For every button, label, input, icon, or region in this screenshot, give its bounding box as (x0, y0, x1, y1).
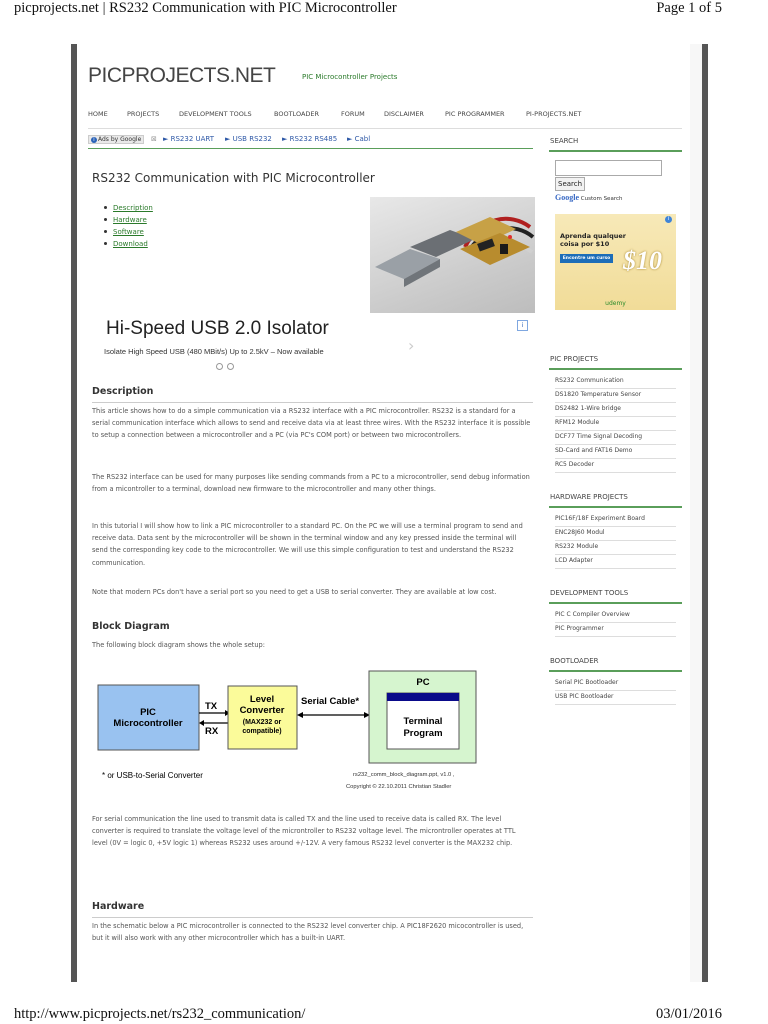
sidebar-link[interactable]: ENC28J60 Modul (555, 527, 676, 541)
block-diagram (92, 665, 533, 795)
toc-download[interactable]: Download (104, 238, 153, 250)
sidebar-link[interactable]: DS1820 Temperature Sensor (555, 389, 676, 403)
print-header-title: picprojects.net | RS232 Communication with PIC Microcontroller (14, 0, 397, 16)
hardware-heading: Hardware (92, 901, 145, 912)
sidebar-link[interactable]: Serial PIC Bootloader (555, 677, 676, 691)
ads-by-google-badge[interactable] (88, 135, 144, 144)
sidebar-divider (549, 602, 682, 604)
page-title: RS232 Communication with PIC Microcontroller (92, 171, 375, 185)
terminal-titlebar (387, 693, 459, 701)
sidebar-link[interactable]: USB PIC Bootloader (555, 691, 676, 705)
print-footer-date: 03/01/2016 (655, 1006, 722, 1022)
ad-carousel-dot[interactable] (227, 363, 234, 370)
ad-info-icon[interactable]: i (665, 216, 672, 223)
ads-divider (88, 148, 533, 149)
ad-link-cabl[interactable]: ► Cabl (347, 135, 371, 143)
tx-label: TX (205, 701, 218, 712)
rs232-module-photo (370, 197, 535, 313)
sidebar-link[interactable]: RS232 Communication (555, 375, 676, 389)
level-label-1: Level (249, 694, 275, 705)
ad-choices-icon[interactable]: ⊠ (151, 135, 157, 143)
print-footer-url: http://www.picprojects.net/rs232_communication/ (14, 1006, 306, 1022)
search-heading: SEARCH (550, 137, 579, 145)
ads-by-google-label: Ads by Google (98, 136, 142, 143)
bootloader-heading: BOOTLOADER (550, 657, 599, 665)
development-tools-heading: DEVELOPMENT TOOLS (550, 589, 629, 597)
ad-link-rs232-uart[interactable]: ► RS232 UART (163, 135, 215, 143)
level-label-4: compatible) (242, 728, 282, 735)
nav-home[interactable]: HOME (88, 110, 108, 118)
block-diagram-intro: The following block diagram shows the whole setup: (92, 641, 265, 649)
sidebar-link[interactable]: DCF77 Time Signal Decoding (555, 431, 676, 445)
nav-divider (88, 128, 682, 129)
description-paragraph-2: The RS232 interface can be used for many purposes like sending commands from a PC to a microcontroller, send debug information from a micontroller to a terminal, download new firmware to the microcontroller and many other things. (92, 473, 530, 494)
ad-info-icon[interactable]: i (517, 320, 528, 331)
ad-link-usb-rs232[interactable]: ► USB RS232 (225, 135, 272, 143)
ads-bar (88, 134, 533, 146)
nav-projects[interactable]: PROJECTS (127, 110, 160, 118)
rx-label: RX (205, 726, 219, 737)
ad-carousel-dot[interactable] (216, 363, 223, 370)
photo-illustration (370, 197, 535, 313)
google-logo: Google (555, 193, 579, 202)
serial-paragraph: For serial communication the line used to transmit data is called TX and the line used to receive data is called RX. The level converter is required to translate the voltage level of the microntroller to RS232 voltage level. The microntroller operates at TTL level (0V = logic 0, +5V logic 1) whereas RS232 uses around +/-12V. A very famous RS232 level converter is the MAX232 chip. (92, 815, 516, 848)
table-of-contents (104, 202, 153, 250)
udemy-ad-title-line-2: coisa por $10 (560, 240, 610, 248)
nav-disclaimer[interactable]: DISCLAIMER (384, 110, 424, 118)
sidebar-link[interactable]: RC5 Decoder (555, 459, 676, 473)
section-divider (92, 917, 533, 918)
diagram-copyright: Copyright © 22.10.2011 Christian Stadler (346, 784, 452, 790)
udemy-price: $10 (623, 246, 662, 275)
sidebar-link[interactable]: PIC16F/18F Experiment Board (555, 513, 676, 527)
toc-software[interactable]: Software (104, 226, 153, 238)
google-custom-search (555, 193, 622, 202)
sidebar-divider (549, 150, 682, 152)
ad-subtitle[interactable]: Isolate High Speed USB (480 MBit/s) Up to 2.5kV – Now available (104, 347, 324, 356)
pic-projects-heading: PIC PROJECTS (550, 355, 599, 363)
diagram-file-note: rs232_comm_block_diagram.ppt, v1.0 , (353, 772, 455, 778)
site-tagline: PIC Microcontroller Projects (302, 73, 398, 81)
pc-label: PC (416, 677, 430, 688)
block-diagram-svg (92, 665, 533, 795)
info-icon: i (91, 137, 97, 143)
description-paragraph-4: Note that modern PCs don't have a serial port so you need to get a USB to serial converter. They are available at low cost. (92, 588, 497, 596)
hardware-projects-heading: HARDWARE PROJECTS (550, 493, 628, 501)
print-page-number: Page 1 of 5 (656, 0, 722, 16)
ad-link-rs232-rs485[interactable]: ► RS232 RS485 (282, 135, 338, 143)
sidebar-link[interactable]: RFM12 Module (555, 417, 676, 431)
toc-description[interactable]: Description (104, 202, 153, 214)
udemy-ad-title-line-1: Aprenda qualquer (560, 232, 627, 240)
sidebar-divider (549, 670, 682, 672)
custom-search-label: Custom Search (580, 196, 623, 202)
description-paragraph-3: In this tutorial I will show how to link a PIC microcontroller to a standard PC. On the PC we will use a terminal program to send and receive data. Data sent by the microcontroller will be shown in the terminal window and any key pressed inside the terminal will send the corresponding key code to the microcontroller. We will use this simple configuration to test and understand the RS232 communication. (92, 522, 523, 567)
site-logo[interactable]: PICPROJECTS.NET (88, 64, 276, 87)
sidebar-link[interactable]: SD-Card and FAT16 Demo (555, 445, 676, 459)
udemy-ad[interactable] (555, 214, 676, 310)
serial-cable-label: Serial Cable* (301, 696, 360, 707)
sidebar-divider (549, 368, 682, 370)
sidebar-divider (549, 506, 682, 508)
sidebar-link[interactable]: RS232 Module (555, 541, 676, 555)
search-button[interactable]: Search (555, 177, 585, 191)
pic-label-2: Microcontroller (113, 718, 183, 729)
diagram-footnote: * or USB-to-Serial Converter (102, 771, 203, 780)
ad-next-arrow-icon[interactable]: › (408, 336, 415, 355)
toc-hardware[interactable]: Hardware (104, 214, 153, 226)
udemy-cta-button[interactable]: Encontre um curso (560, 254, 613, 263)
sidebar-link[interactable]: PIC C Compiler Overview (555, 609, 676, 623)
pic-label: PIC (140, 707, 156, 718)
udemy-logo: udemy (605, 300, 626, 307)
level-label-3: (MAX232 or (242, 719, 282, 726)
nav-development-tools[interactable]: DEVELOPMENT TOOLS (179, 110, 252, 118)
ad-headline[interactable]: Hi-Speed USB 2.0 Isolator (106, 318, 329, 339)
sidebar-link[interactable]: DS2482 1-Wire bridge (555, 403, 676, 417)
nav-forum[interactable]: FORUM (341, 110, 365, 118)
nav-pic-programmer[interactable]: PIC PROGRAMMER (445, 110, 505, 118)
sidebar-link[interactable]: PIC Programmer (555, 623, 676, 637)
section-divider (92, 402, 533, 403)
udemy-ad-title (560, 232, 626, 248)
nav-bootloader[interactable]: BOOTLOADER (274, 110, 320, 118)
terminal-label-2: Program (403, 728, 443, 739)
sidebar-link[interactable]: LCD Adapter (555, 555, 676, 569)
search-input[interactable] (555, 160, 662, 176)
block-diagram-heading: Block Diagram (92, 621, 170, 632)
nav-pi-projects[interactable]: PI-PROJECTS.NET (526, 110, 582, 118)
terminal-label-1: Terminal (403, 716, 443, 727)
level-label-2: Converter (239, 705, 285, 716)
description-paragraph-1: This article shows how to do a simple communication via a RS232 interface with a PIC microcontroller. RS232 is a standard for a serial communication interface which allows to send and receive data via at least three wires. With the RS232 interface it is possible to setup a connection between a microcontroller and a PC (via PC's COM port) or between two microcontrollers. (92, 407, 531, 440)
description-heading: Description (92, 386, 154, 397)
hardware-paragraph: In the schematic below a PIC microcontroller is connected to the RS232 level converter chip. A PIC18F2620 micocontroller is used, but it will also work with any other microcontroller which has a built-in UART. (92, 922, 524, 943)
